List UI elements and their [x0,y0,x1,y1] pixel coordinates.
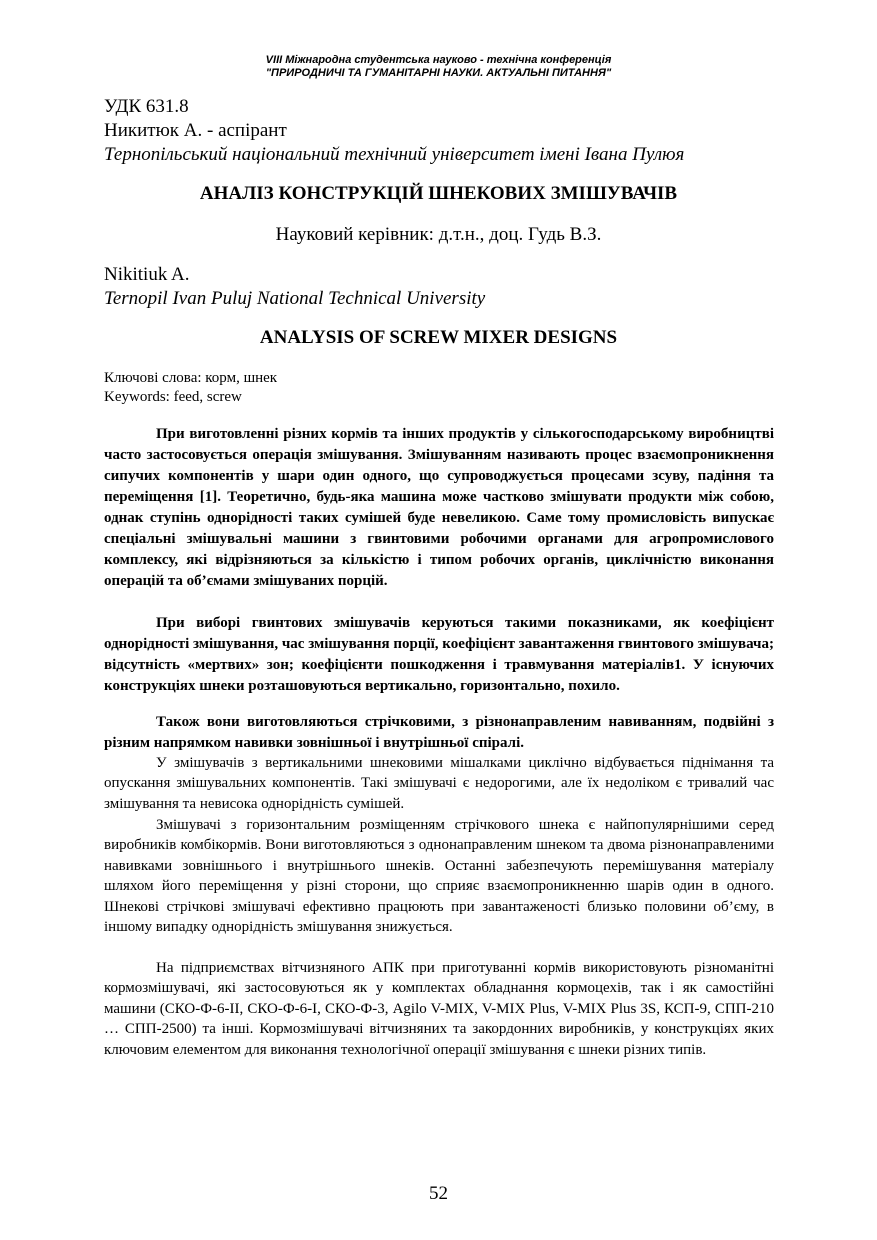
paragraph-6: На підприємствах вітчизняного АПК при приготуванні кормів використовують різноманітні кормозмішувачі, які застосовуються як у комплектах обладнання кормоцехів, так і як самостійні машини (СКО-Ф-6-ІІ, СКО-Ф-6-І, СКО-Ф-3, Agilo V-MIX, V-MIX Plus, V-MIX Plus 3S, КСП-9, СПП-210 … СПП-2500) та інші. Кормозмішувачі вітчизняних та закордонних виробників, у конструкціях яких ключовим елементом для виконання технологічної операції змішування є шнеки різних типів. [104,960,774,1058]
paragraph-4: У змішувачів з вертикальними шнековими мішалками циклічно відбувається піднімання та опускання змішувальних компонентів. Такі змішувачі є недорогими, але їх недоліком є тривалий час змішування та невисока однорідність сумішей. [104,755,774,812]
author-en: Nikitiuk A. [104,264,190,285]
title-ua: АНАЛІЗ КОНСТРУКЦІЙ ШНЕКОВИХ ЗМІШУВАЧІВ [199,183,678,204]
paragraph-5: Змішувачі з горизонтальним розміщенням стрічкового шнека є найпопулярнішими серед виробників комбікормів. Вони виготовляються з однонаправленим шнеком та двома різнонаправленими навивками зовнішнього і внутрішнього шнеків. Останні забезпечують перемішування матеріалу шляхом його переміщення у різні сторони, що сприяє взаємопроникненню шарів один в одного. Шнекові стрічкові змішувачі ефективно працюють при завантаженості близько половини об’єму, в іншому випадку однорідність змішування знижується. [104,817,774,936]
keywords-en: Keywords: feed, screw [104,389,242,405]
paragraph-1: При виготовленні різних кормів та інших продуктів у сількогосподарському виробництві часто застосовується операція змішування. Змішуванням називають процес взаємопроникнення сипучих компонентів у шари один одного, що супроводжується процесами зсуву, падіння та переміщення [1]. Теоретично, будь-яка машина може частково змішувати продукти між собою, однак ступінь однорідності таких сумішей буде невеликою. Саме тому промисловість випускає спеціальні змішувальні машини з гвинтовими робочими органами для агропромислового комплексу, які відрізняються за кількістю і типом робочих органів, циклічністю виконання операцій та об’ємами змішуваних порцій. [104,426,774,589]
affiliation-ua: Тернопільський національний технічний університет імені Івана Пулюя [104,144,685,165]
keywords-ua: Ключові слова: корм, шнек [104,370,278,386]
author-ua: Никитюк А. - аспірант [104,120,287,141]
page-number: 52 [429,1183,448,1204]
supervisor: Науковий керівник: д.т.н., доц. Гудь В.З. [275,224,602,245]
paragraph-3: Також вони виготовляються стрічковими, з різнонаправленим навиванням, подвійні з різним напрямком навивки зовнішньої і внутрішньої спіралі. [104,714,774,751]
title-en: ANALYSIS OF SCREW MIXER DESIGNS [259,327,618,348]
paragraph-2: При виборі гвинтових змішувачів керуються такими показниками, як коефіцієнт однорідності змішування, час змішування порції, коефіцієнт завантаження гвинтового змішувача; відсутність «мертвих» зон; коефіцієнти пошкодження і травмування матеріалів1. У існуючих конструкціях шнеки розташовуються вертикально, горизонтально, похило. [104,615,774,694]
affiliation-en: Ternopil Ivan Puluj National Technical University [104,288,486,309]
udc-code: УДК 631.8 [104,96,189,117]
conference-header-line2: "ПРИРОДНИЧІ ТА ГУМАНІТАРНІ НАУКИ. АКТУАЛЬНІ ПИТАННЯ" [265,67,612,79]
conference-header-line1: VIII Міжнародна студентська науково - технічна конференція [265,54,612,66]
